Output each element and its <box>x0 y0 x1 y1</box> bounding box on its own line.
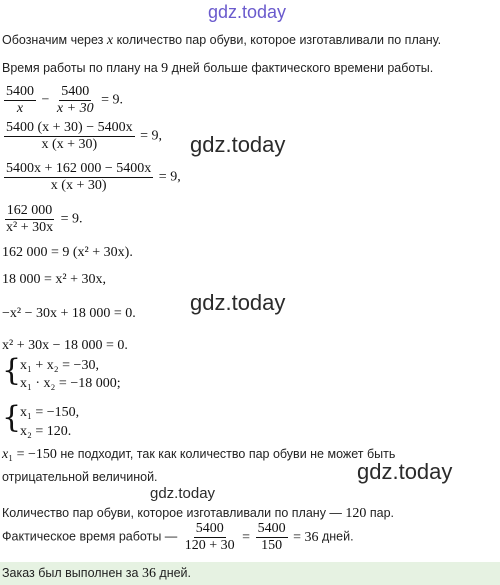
fact-time-text: Фактическое время работы — $\frac{5400}{120 + 30}$ = $\frac{5400}{150}$ = 36 дней. <box>2 521 354 553</box>
system-1-row: x₁ · x₂ = −18 000; <box>20 376 121 391</box>
intro-text: Обозначим через x количество пар обуви, которое изготавливали по плану. <box>2 33 442 48</box>
reject-text: x₁ = −150 не подходит, так как количество пар обуви не может быть <box>2 447 396 462</box>
equation-7: −x² − 30x + 18 000 = 0. <box>2 306 136 321</box>
reject-text-cont: отрицательной величиной. <box>2 470 158 484</box>
final-answer: Заказ был выполнен за 36 дней. <box>2 566 192 581</box>
watermark: gdz.today <box>190 132 286 157</box>
system-1-row: x₁ + x₂ = −30, <box>20 358 99 373</box>
condition-text: Время работы по плану на 9 дней больше фактического времени работы. <box>2 61 434 76</box>
brace-icon: { <box>2 353 22 388</box>
fraction: $\frac{5400x + 162 000 - 5400x}{x (x + 30)}$ <box>6 161 152 193</box>
equation-2: $\frac{5400 (x + 30) - 5400x}{x (x + 30)}$ = 9, <box>6 120 163 152</box>
equation-1: $\frac{5400}{x}$ − $\frac{5400}{x + 30}$ = 9. <box>6 84 123 116</box>
equation-5: 162 000 = 9 (x² + 30x). <box>2 245 133 260</box>
equation-8: x² + 30x − 18 000 = 0. <box>2 338 128 353</box>
equation-6: 18 000 = x² + 30x, <box>2 272 106 287</box>
brace-icon: { <box>2 400 22 435</box>
fact-formula: $\frac{5400}{120 + 30}$ = $\frac{5400}{150}$ = 36 <box>184 521 319 553</box>
fraction: $\frac{162 000}{\text{x² + 30x}}$ <box>6 203 54 235</box>
watermark-top: gdz.today <box>208 2 287 22</box>
watermark: gdz.today <box>357 459 453 484</box>
count-text: Количество пар обуви, которое изготавливали по плану — 120 пар. <box>2 506 395 521</box>
fraction: $\frac{5400 (x + 30) - 5400x}{x (x + 30)}$ <box>6 120 133 152</box>
watermark: gdz.today <box>150 485 216 502</box>
equation-3: $\frac{5400x + 162 000 - 5400x}{x (x + 30)}$ = 9, <box>6 161 181 193</box>
equation-4: $\frac{162 000}{\text{x² + 30x}}$ = 9. <box>6 203 83 235</box>
watermark: gdz.today <box>190 290 286 315</box>
fraction: $\frac{5400}{x}$ <box>6 84 34 116</box>
system-2-row: x₁ = −150, <box>20 405 80 420</box>
system-2-row: x₂ = 120. <box>20 424 72 439</box>
fraction: $\frac{5400}{x + 30}$ <box>56 84 94 116</box>
